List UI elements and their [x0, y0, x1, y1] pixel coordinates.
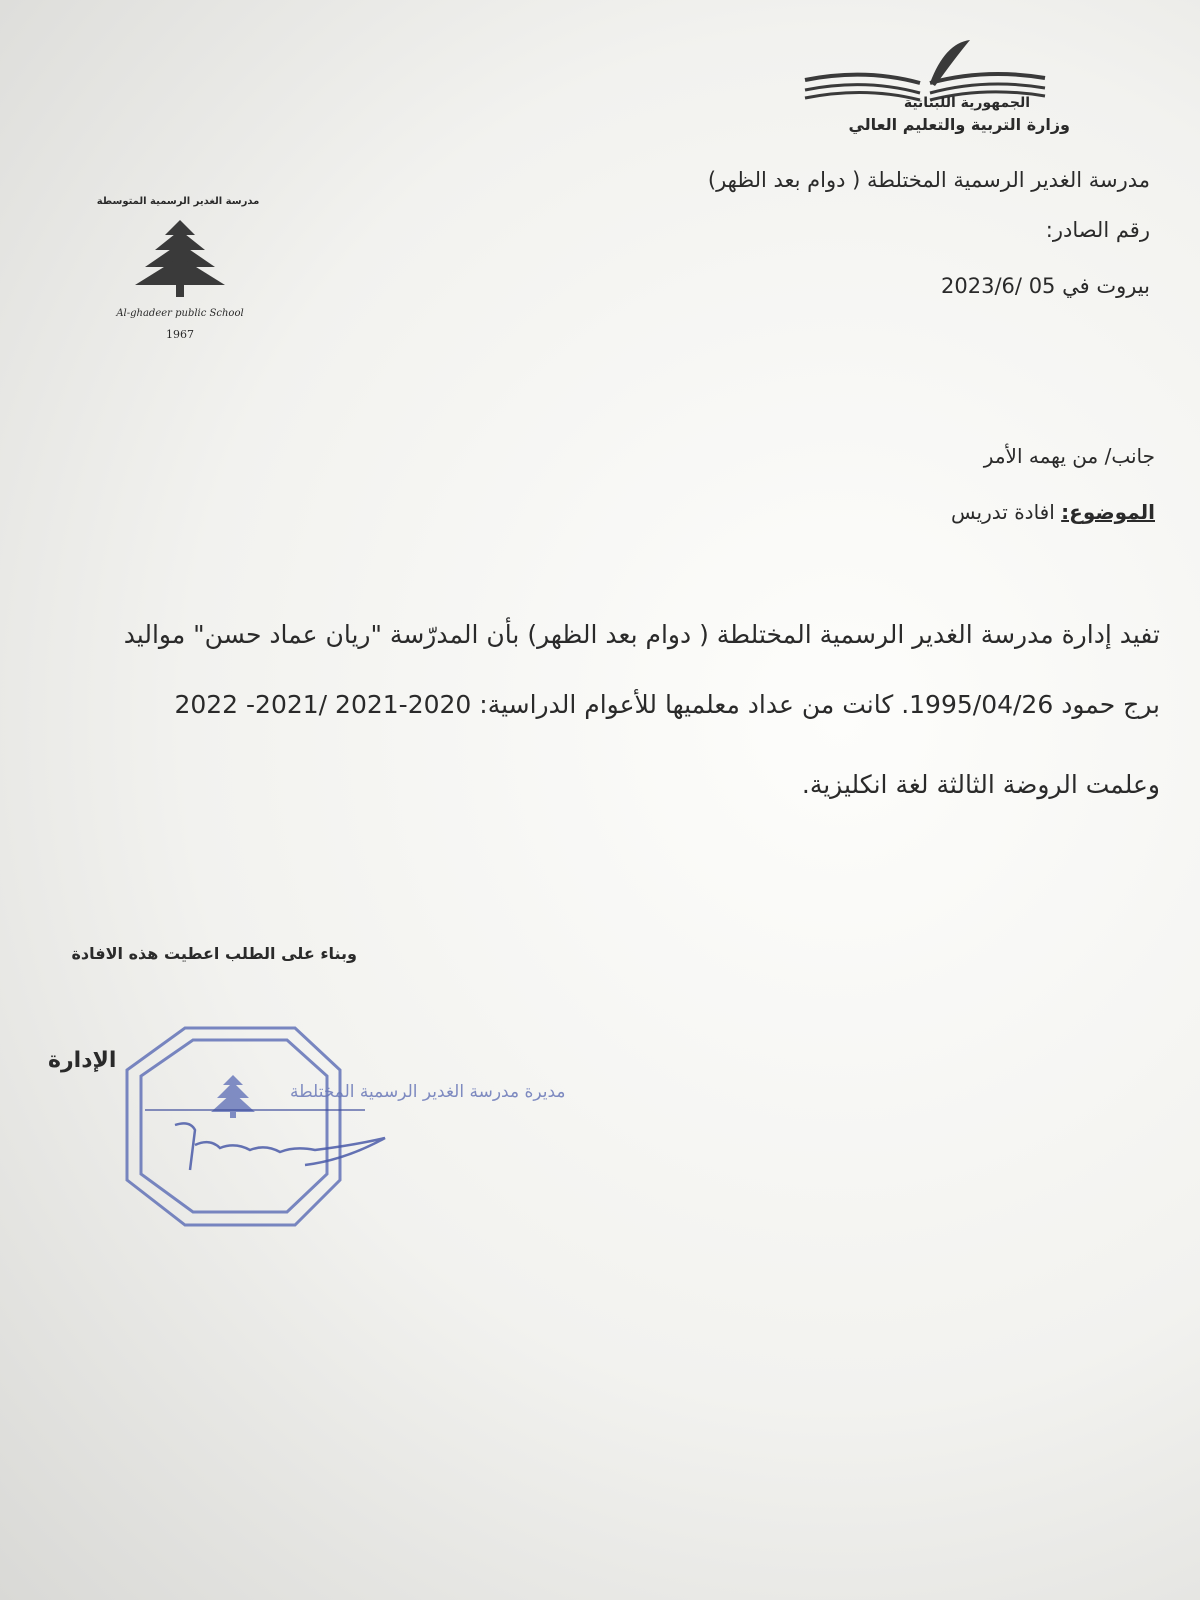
- school-emblem-arabic-name: مدرسة الغدير الرسمية المتوسطة: [96, 196, 260, 207]
- body-line: برج حمود 1995/04/26. كانت من عداد معلميها للأعوام الدراسية: 2020-2021 /2021- 2022: [174, 690, 1160, 719]
- school-emblem-year: 1967: [166, 328, 194, 341]
- school-cedar-logo: [100, 195, 260, 345]
- ministry-country: الجمهورية اللبنانية: [903, 95, 1030, 111]
- closing-line: وبناء على الطلب اعطيت هذه الافادة: [71, 944, 357, 963]
- subject-line: [951, 500, 1155, 524]
- ministry-name: وزارة التربية والتعليم العالي: [848, 115, 1070, 134]
- school-name: مدرسة الغدير الرسمية المختلطة ( دوام بعد الظهر): [707, 168, 1150, 192]
- body-line: تفيد إدارة مدرسة الغدير الرسمية المختلطة ( دوام بعد الظهر) بأن المدرّسة "ريان عماد حسن" مواليد: [123, 620, 1160, 649]
- subject-value: افادة تدريس: [951, 500, 1062, 524]
- signatory-label: الإدارة: [48, 1048, 117, 1073]
- body-line: وعلمت الروضة الثالثة لغة انكليزية.: [801, 770, 1160, 799]
- official-stamp: [115, 1020, 415, 1250]
- letter-date: بيروت في 05 /2023/6: [941, 274, 1150, 298]
- recipient-line: جانب/ من يهمه الأمر: [983, 444, 1155, 468]
- reference-number: رقم الصادر:: [1045, 218, 1150, 242]
- subject-label: الموضوع:: [1061, 500, 1155, 524]
- stamp-text: مديرة مدرسة الغدير الرسمية المختلطة: [290, 1082, 566, 1102]
- school-emblem-english-name: Al-ghadeer public School: [116, 308, 244, 319]
